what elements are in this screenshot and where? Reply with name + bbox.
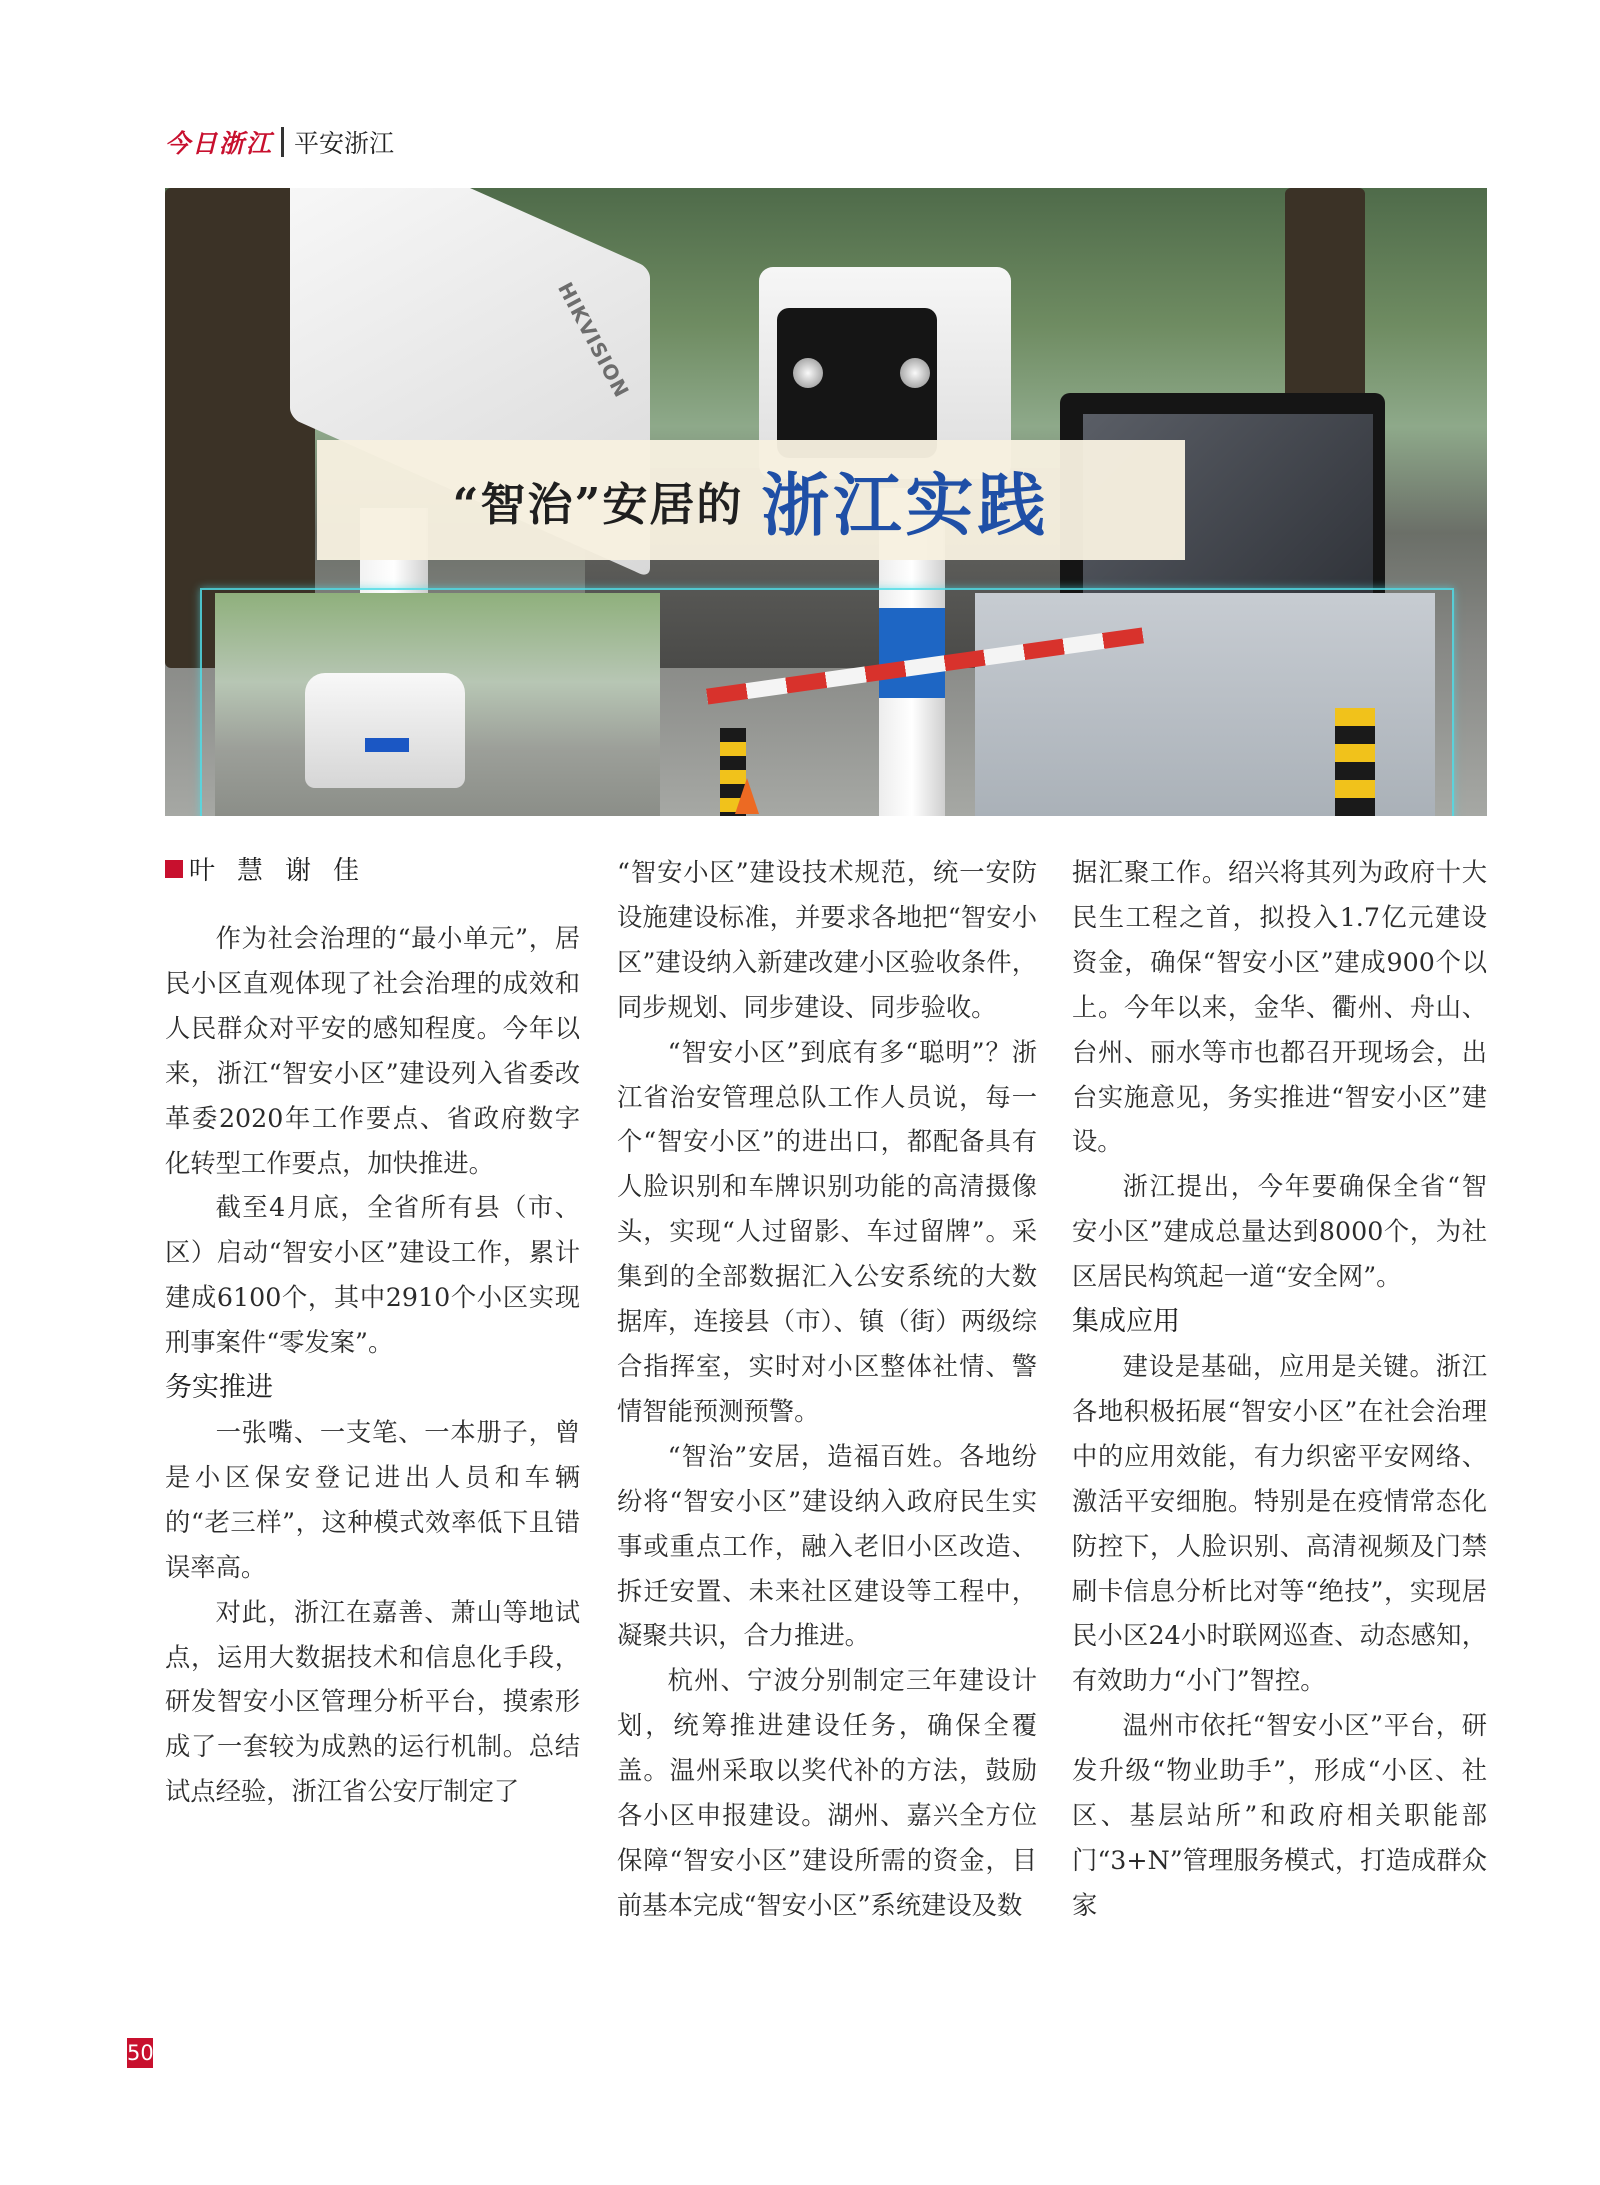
subheading: 集成应用 (1072, 1306, 1180, 1338)
title-part-a: “智治”安居的 (452, 477, 744, 531)
camera-light (793, 358, 823, 388)
paragraph: 作为社会治理的“最小单元”，居民小区直观体现了社会治理的成效和人民群众对平安的感知程度。今年以来，浙江“智安小区”建设列入省委改革委2020年工作要点、省政府数字化转型工作要点，加快推进。 (165, 924, 580, 1178)
paragraph: 一张嘴、一支笔、一本册子，曾是小区保安登记进出人员和车辆的“老三样”，这种模式效率低下且错误率高。 (165, 1417, 580, 1582)
paragraph: “智安小区”到底有多“聪明”？浙江省治安管理总队工作人员说，每一个“智安小区”的进出口，都配备具有人脸识别和车牌识别功能的高清摄像头，实现“人过留影、车过留牌”。采集到的全部数据汇入公安系统的大数据库，连接县（市）、镇（街）两级综合指挥室，实时对小区整体社情、警情智能预测预警。 (617, 1037, 1037, 1426)
paragraph: 对此，浙江在嘉善、萧山等地试点，运用大数据技术和信息化手段，研发智安小区管理分析平台，摸索形成了一套较为成熟的运行机制。总结试点经验，浙江省公安厅制定了 (165, 1597, 580, 1807)
camera-brand-text: HIKVISION (553, 278, 635, 402)
paragraph: 据汇聚工作。绍兴将其列为政府十大民生工程之首，拟投入1.7亿元建设资金，确保“智安小区”建成900个以上。今年以来，金华、衢州、舟山、台州、丽水等市也都召开现场会，出台实施意见，务实推进“智安小区”建设。 (1072, 858, 1487, 1157)
paragraph: 建设是基础，应用是关键。浙江各地积极拓展“智安小区”在社会治理中的应用效能，有力织密平安网络、激活平安细胞。特别是在疫情常态化防控下，人脸识别、高清视频及门禁刷卡信息分析比对等“绝技”，实现居民小区24小时联网巡查、动态感知，有效助力“小门”智控。 (1072, 1351, 1487, 1696)
text-column-3 (1072, 851, 1487, 1929)
byline (165, 850, 381, 887)
page-number: 50 (127, 2038, 153, 2068)
header-divider (281, 127, 284, 157)
paragraph: “智治”安居，造福百姓。各地纷纷将“智安小区”建设纳入政府民生实事或重点工作，融入老旧小区改造、拆迁安置、未来社区建设等工程中，凝聚共识，合力推进。 (617, 1441, 1037, 1651)
byline-square-icon (165, 860, 183, 878)
paragraph: 温州市依托“智安小区”平台，研发升级“物业助手”，形成“小区、社区、基层站所”和政府相关职能部门“3+N”管理服务模式，打造成群众家 (1072, 1711, 1487, 1920)
paragraph: 截至4月底，全省所有县（市、区）启动“智安小区”建设工作，累计建成6100个，其中2910个小区实现刑事案件“零发案”。 (165, 1193, 580, 1358)
article-title (317, 440, 1185, 560)
paragraph: 浙江提出，今年要确保全省“智安小区”建成总量达到8000个，为社区居民构筑起一道“安全网”。 (1072, 1172, 1487, 1292)
paragraph: 杭州、宁波分别制定三年建设计划，统筹推进建设任务，确保全覆盖。温州采取以奖代补的方法，鼓励各小区申报建设。湖州、嘉兴全方位保障“智安小区”建设所需的资金，目前基本完成“智安小区”系统建设及数 (617, 1666, 1037, 1920)
camera-light (900, 358, 930, 388)
page-header (165, 122, 394, 162)
paragraph: “智安小区”建设技术规范，统一安防设施建设标准，并要求各地把“智安小区”建设纳入新建改建小区验收条件，同步规划、同步建设、同步验收。 (617, 858, 1037, 1022)
text-column-2 (617, 851, 1037, 1929)
text-column-1 (165, 917, 580, 1815)
byline-authors: 叶慧谢佳 (189, 856, 382, 886)
section-label: 平安浙江 (294, 129, 395, 158)
subheading: 务实推进 (165, 1372, 273, 1404)
title-part-b: 浙江实践 (761, 466, 1050, 546)
hud-frame (200, 588, 1454, 816)
magazine-logo: 今日浙江 (165, 129, 274, 158)
